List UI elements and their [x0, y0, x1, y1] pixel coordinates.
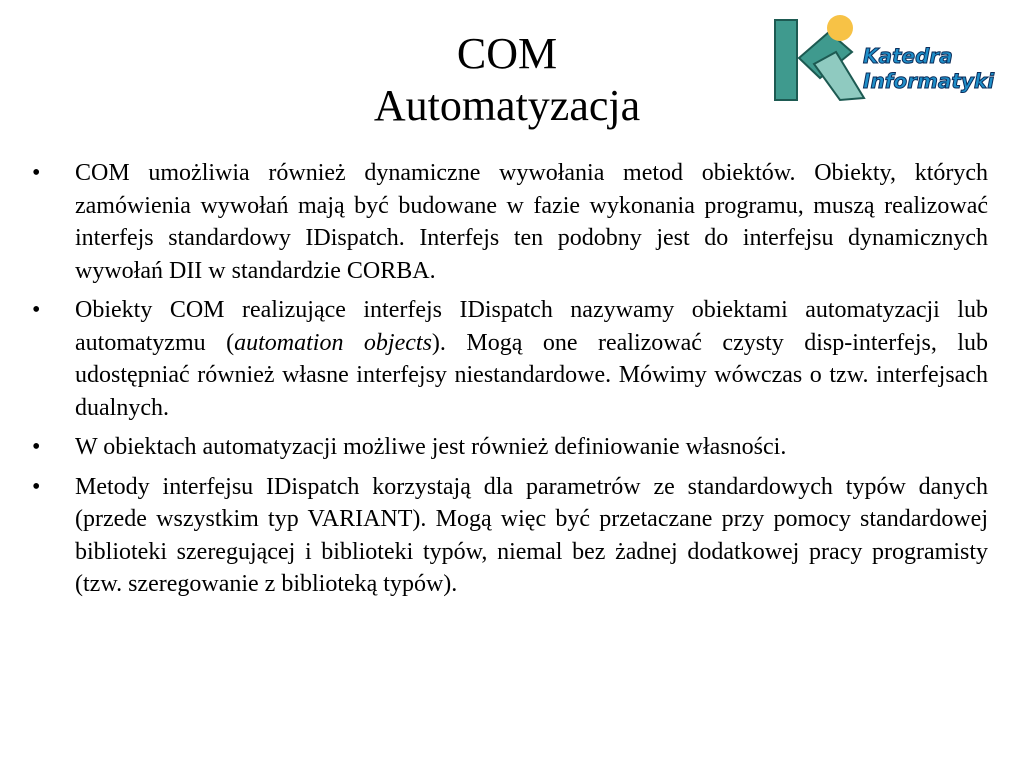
logo-line2: Informatyki	[863, 69, 995, 93]
slide-title-line1: COM	[456, 29, 558, 78]
logo-line1: Katedra	[863, 44, 953, 68]
bullet-item	[30, 157, 988, 287]
bullet-text	[75, 297, 988, 421]
bullet-marker: •	[32, 473, 41, 500]
bullet-text-after: ). Mogą one realizować czysty disp-interfejs, lub udostępniać również własne interfejsy niestandardowe. Mówimy wówczas o tzw. interfejsach dualnych.	[75, 329, 988, 421]
bullet-text-italic: automation objects	[234, 329, 432, 356]
bullet-item	[30, 431, 988, 464]
bullet-list	[30, 157, 988, 608]
bullet-text: COM umożliwia również dynamiczne wywołania metod obiektów. Obiekty, których zamówienia wywołań mają być budowane w fazie wykonania programu, muszą realizować interfejs standardowy IDispatch. Interfejs ten podobny jest do interfejsu dynamicznych wywołań DII w standardzie CORBA.	[75, 160, 988, 284]
bullet-text-before: Obiekty COM realizujące interfejs IDispatch nazywamy obiektami automatyzacji lub automatyzmu (	[75, 297, 988, 356]
bullet-item	[30, 471, 988, 601]
katedra-logo-text	[863, 44, 994, 94]
bullet-marker: •	[32, 160, 41, 186]
bullet-text: W obiektach automatyzacji możliwe jest również definiowanie własności.	[75, 434, 787, 460]
bullet-marker: •	[32, 434, 41, 460]
bullet-text: Metody interfejsu IDispatch korzystają dla parametrów ze standardowych typów danych (przede wszystkim typ VARIANT). Mogą więc być przetaczane przy pomocy standardowej biblioteki szeregującej i biblioteki typów, niemal bez żadnej dodatkowej pracy programisty (tzw. szeregowanie z biblioteką typów).	[75, 473, 988, 597]
bullet-marker: •	[32, 297, 41, 323]
slide-title-line2: Automatyzacja	[373, 81, 641, 130]
bullet-item	[30, 294, 988, 424]
